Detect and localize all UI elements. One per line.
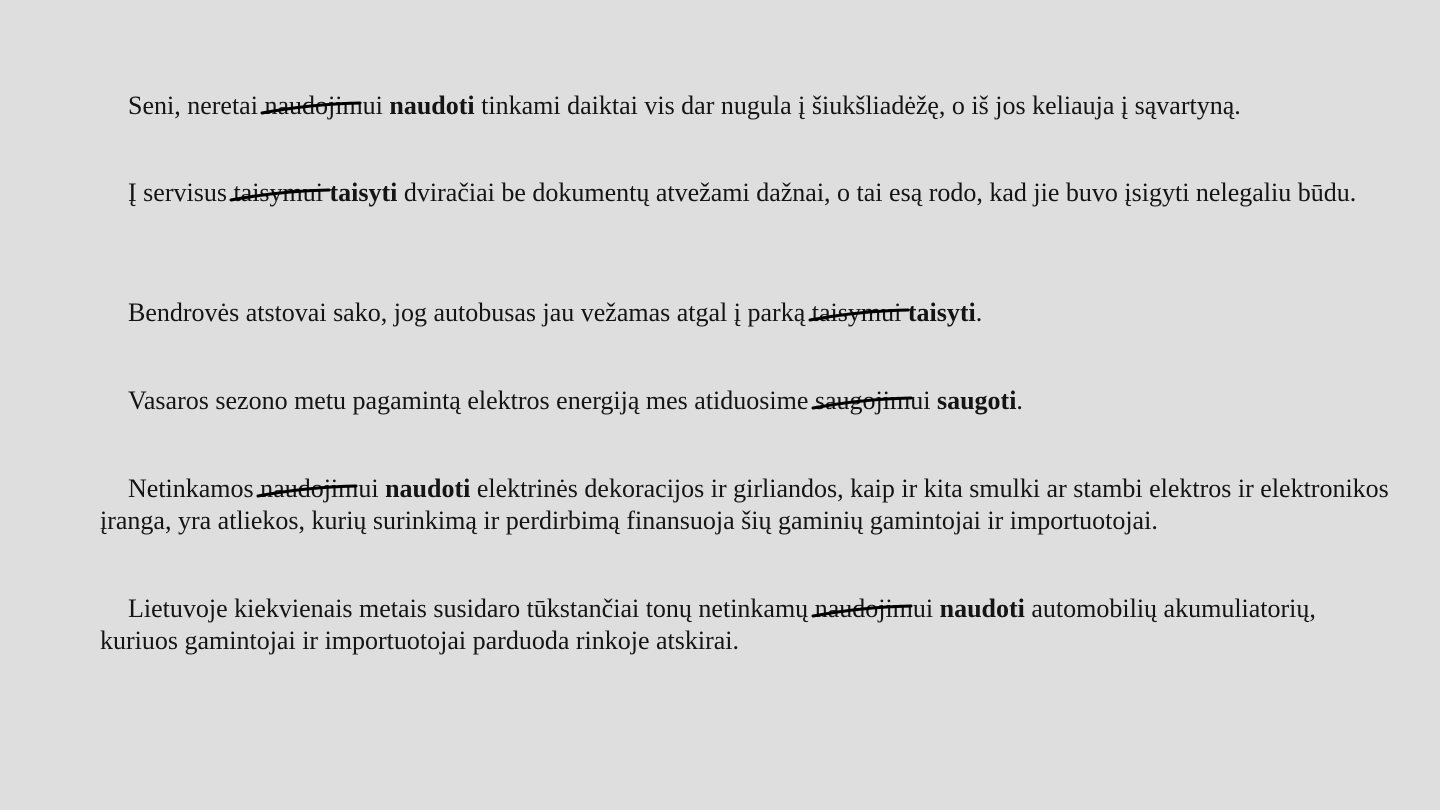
- sentence-text-after: tinkami daiktai vis dar nugula į šiukšliadėžę, o iš jos keliauja į sąvartyną.: [474, 91, 1241, 120]
- struck-word: [815, 385, 931, 417]
- sentence-2: [100, 177, 1400, 209]
- struck-word: [233, 177, 323, 209]
- sentence-1: [100, 90, 1400, 122]
- struck-word: [815, 593, 933, 625]
- correction-word: naudoti: [385, 474, 471, 503]
- correction-word: taisyti: [329, 178, 398, 207]
- sentence-text-after: automobilių akumuliatorių, kuriuos gamintojai ir importuotojai parduoda rinkoje atskirai.: [100, 594, 1316, 655]
- struck-word-text: naudojimui: [264, 91, 383, 120]
- sentence-4: [100, 385, 1400, 417]
- sentence-text-before: Į servisus: [128, 178, 234, 207]
- sentence-text-after: .: [975, 298, 983, 327]
- sentence-text-before: Vasaros sezono metu pagamintą elektros energiją mes atiduosime: [128, 386, 815, 415]
- correction-word: naudoti: [389, 91, 475, 120]
- struck-word-text: taisymui: [233, 178, 323, 207]
- sentence-text-before: Lietuvoje kiekvienais metais susidaro tūkstančiai tonų netinkamų: [128, 594, 815, 623]
- sentence-text-after: dviračiai be dokumentų atvežami dažnai, o tai esą rodo, kad jie buvo įsigyti nelegaliu būdu.: [397, 178, 1357, 207]
- sentence-text-before: Bendrovės atstovai sako, jog autobusas jau vežamas atgal į parką: [128, 298, 812, 327]
- struck-word: [264, 90, 382, 122]
- sentence-text-after: elektrinės dekoracijos ir girliandos, kaip ir kita smulki ar stambi elektros ir elektronikos įranga, yra atliekos, kurių surinkimą ir perdirbimą finansuoja šių gaminių gamintojai ir importuotojai.: [100, 474, 1389, 535]
- sentence-text-after: .: [1016, 386, 1023, 415]
- correction-word: naudoti: [939, 594, 1025, 623]
- sentence-text-before: Seni, neretai: [128, 91, 265, 120]
- struck-word-text: taisymui: [811, 298, 902, 327]
- correction-word: taisyti: [907, 298, 976, 327]
- struck-word-text: saugojimui: [814, 386, 931, 415]
- sentence-5: [100, 473, 1400, 537]
- sentence-6: [100, 593, 1400, 657]
- correction-word: saugoti: [936, 386, 1017, 415]
- sentence-text-before: Netinkamos: [128, 474, 261, 503]
- struck-word-text: naudojimui: [814, 594, 934, 623]
- sentence-3: [100, 297, 1400, 329]
- struck-word: [812, 297, 902, 329]
- struck-word: [260, 473, 378, 505]
- struck-word-text: naudojimui: [260, 474, 379, 503]
